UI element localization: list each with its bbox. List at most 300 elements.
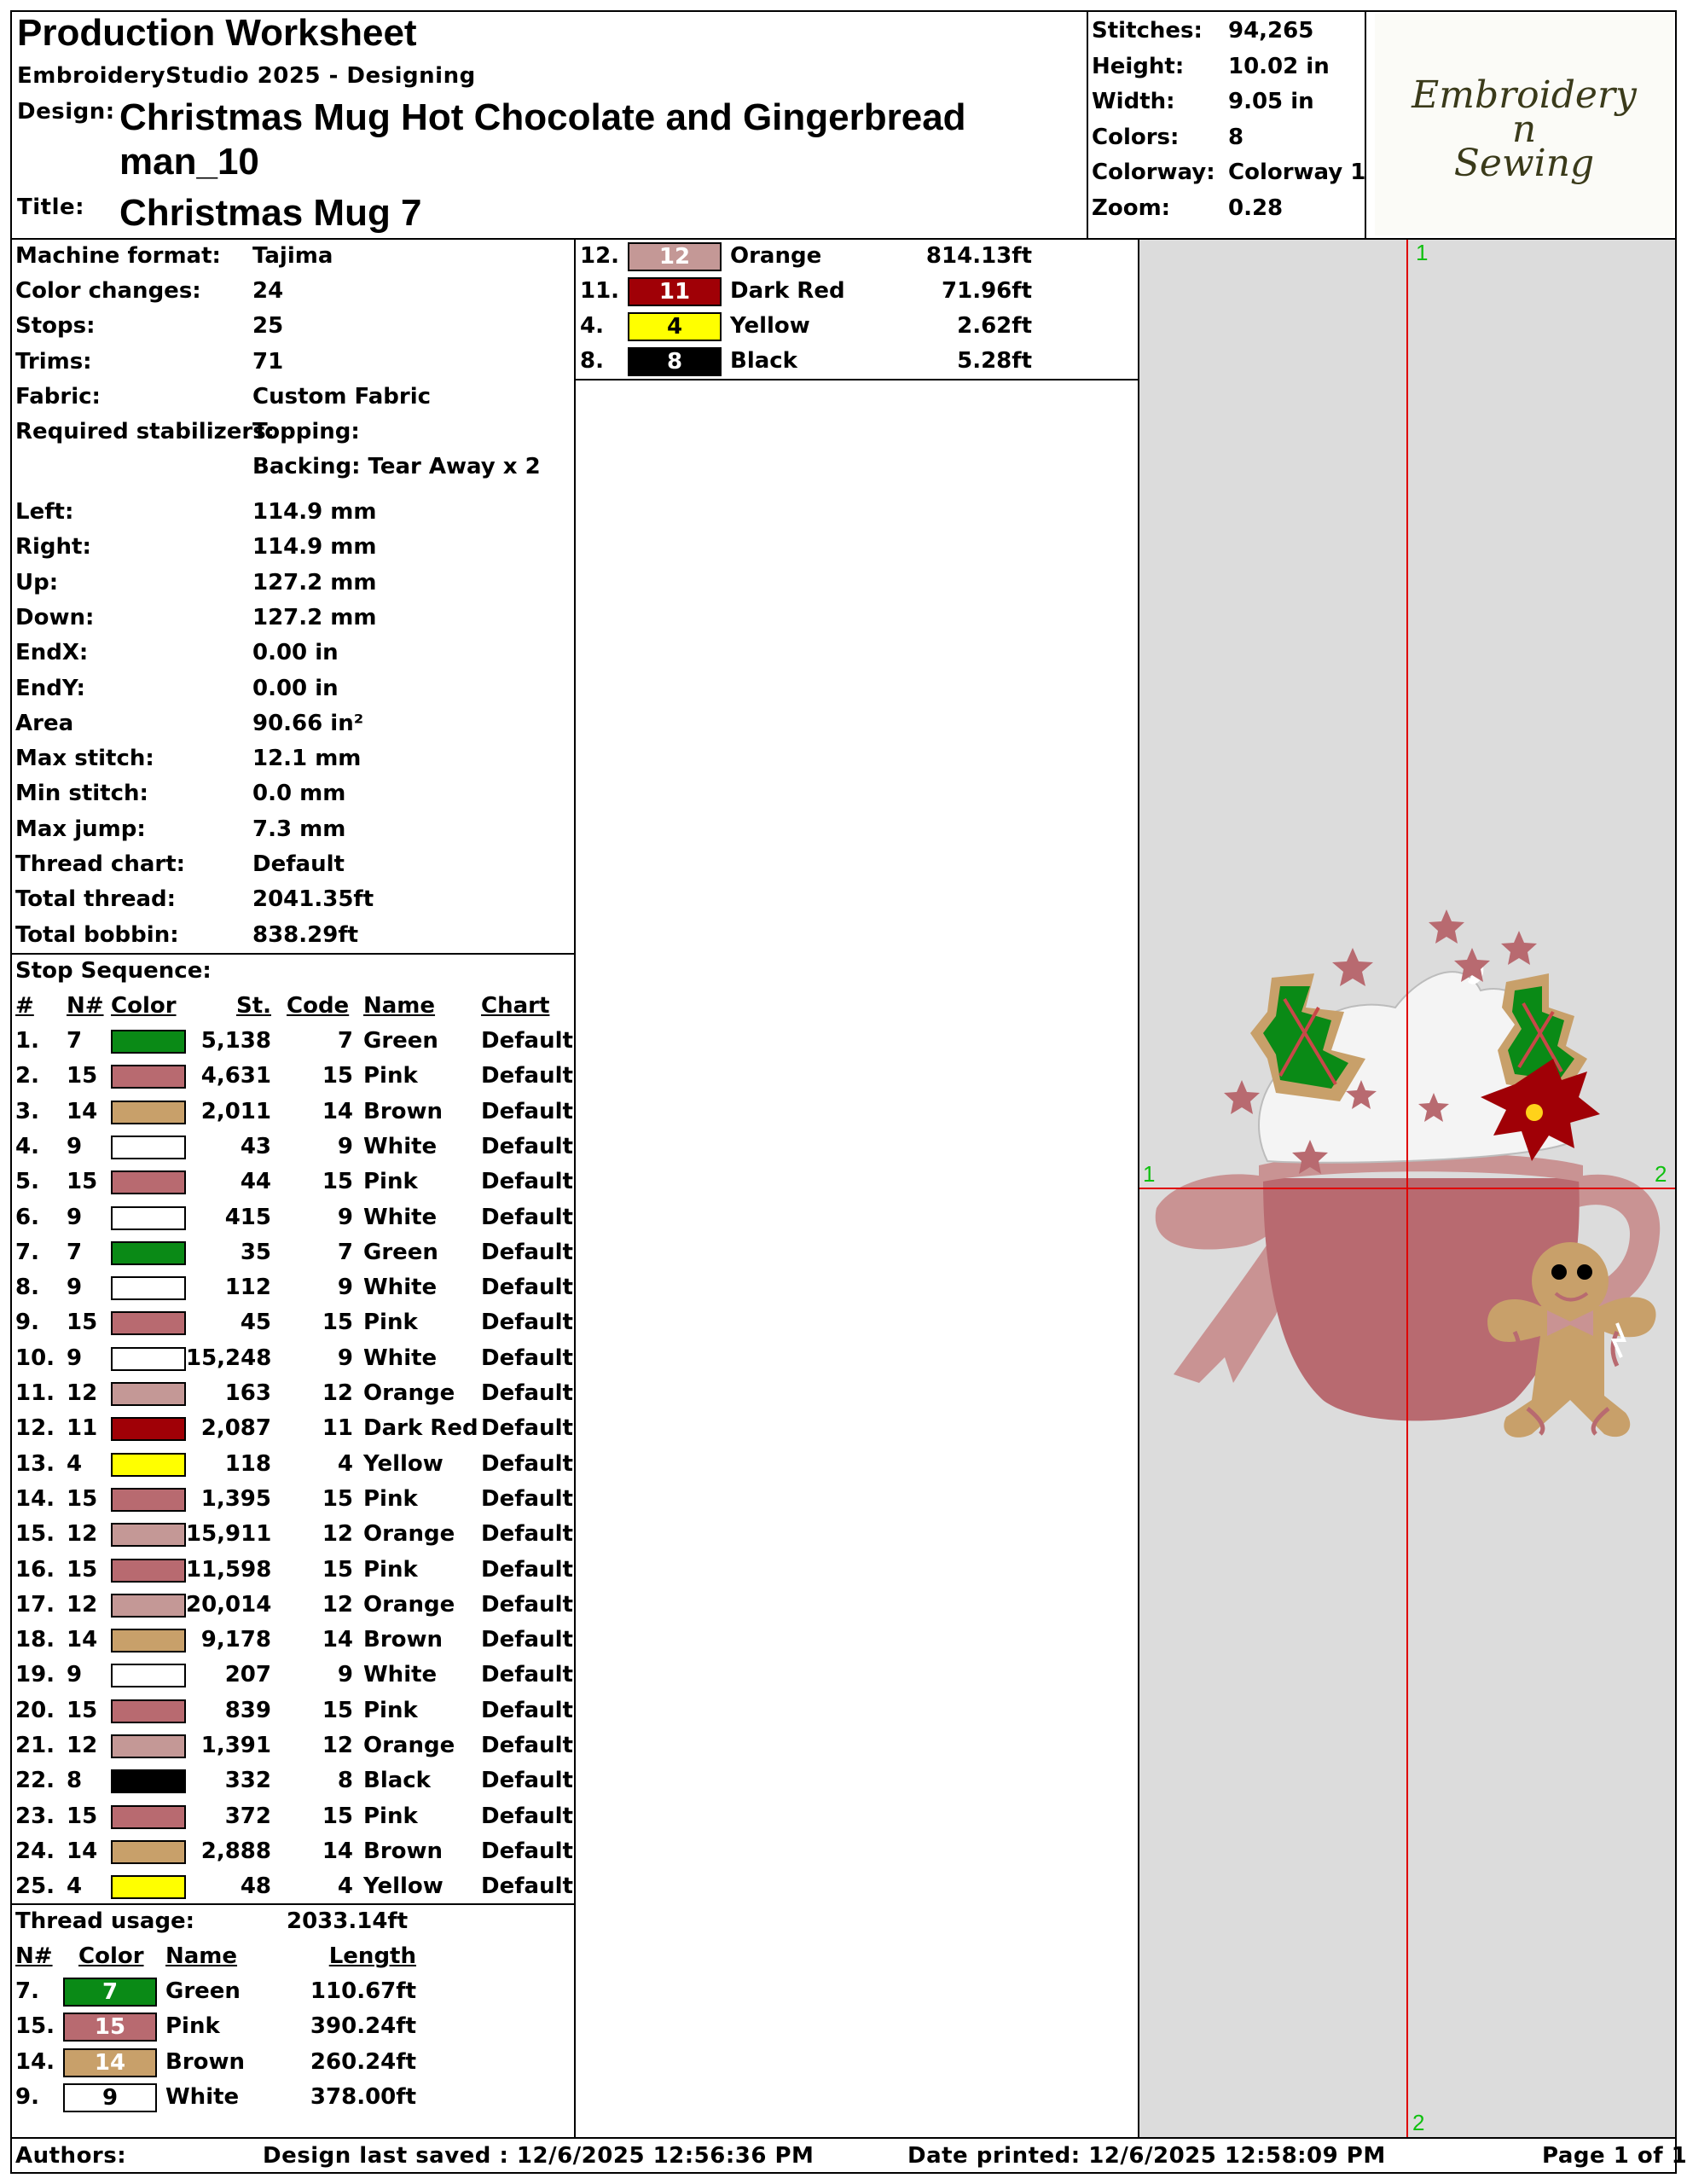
summary-row <box>1092 49 1363 84</box>
stop-needle: 4 <box>67 1450 83 1477</box>
thread-needle: 8. <box>580 348 604 374</box>
dimension-value: 0.0 mm <box>252 781 346 807</box>
summary-value: 8 <box>1228 124 1244 150</box>
stop-number: 22. <box>15 1768 55 1794</box>
header-logo-divider <box>1365 10 1366 238</box>
stop-row <box>15 1024 573 1059</box>
stop-stitches: 20,014 <box>186 1591 272 1618</box>
stop-stitches: 839 <box>224 1697 271 1723</box>
dimension-value: 0.00 in <box>252 640 339 666</box>
design-title: Christmas Mug 7 <box>119 192 422 234</box>
thread-usage-total: 2033.14ft <box>287 1908 409 1934</box>
stop-number: 19. <box>15 1662 55 1688</box>
color-swatch <box>111 1734 186 1758</box>
thread-usage-continued <box>580 239 1134 379</box>
stop-number: 7. <box>15 1239 39 1265</box>
color-swatch <box>111 1101 186 1124</box>
summary-label: Height: <box>1092 53 1185 79</box>
dimension-label: Thread chart: <box>15 851 186 877</box>
thread-swatch: 15 <box>63 2013 157 2042</box>
thread-usage-row <box>15 2080 570 2115</box>
thread-needle: 14. <box>15 2048 55 2075</box>
stop-number: 8. <box>15 1275 39 1301</box>
stop-number: 4. <box>15 1133 39 1159</box>
stop-chart: Default <box>481 1345 573 1371</box>
thread-usage-row <box>15 1974 570 2009</box>
thread-name: Orange <box>730 243 822 269</box>
thread-length: 2.62ft <box>957 313 1032 339</box>
dimension-value: Default <box>252 851 345 877</box>
stop-row <box>15 1095 573 1130</box>
thread-length: 814.13ft <box>925 243 1032 269</box>
machine-value: 71 <box>252 349 284 375</box>
stop-needle: 15 <box>67 1697 98 1723</box>
thread-name: Dark Red <box>730 278 845 304</box>
machine-row <box>15 274 570 309</box>
stop-needle: 7 <box>67 1239 83 1265</box>
color-swatch <box>111 1875 186 1899</box>
stop-chart: Default <box>481 1768 573 1794</box>
stop-stitches: 163 <box>224 1380 271 1406</box>
stop-number: 10. <box>15 1345 55 1371</box>
thread-needle: 15. <box>15 2013 55 2040</box>
col-chart: Chart <box>481 993 550 1019</box>
stop-chart: Default <box>481 1873 573 1900</box>
thread-needle: 12. <box>580 243 620 269</box>
stop-needle: 7 <box>67 1028 83 1054</box>
thread-length: 71.96ft <box>942 278 1032 304</box>
thread-continued-divider <box>574 379 1139 380</box>
thread-length: 110.67ft <box>310 1978 416 2004</box>
stop-needle: 9 <box>67 1204 83 1230</box>
stop-code: 15 <box>322 1697 353 1723</box>
stop-stitches: 112 <box>224 1275 271 1301</box>
footer-last-saved: Design last saved : 12/6/2025 12:56:36 PM <box>263 2143 815 2169</box>
stop-needle: 12 <box>67 1521 98 1548</box>
axis-label-right: 2 <box>1655 1161 1667 1187</box>
thread-name: Black <box>730 348 797 374</box>
stop-stitches: 9,178 <box>200 1627 271 1653</box>
thread-swatch: 4 <box>628 312 722 341</box>
stop-color-name: White <box>363 1204 438 1230</box>
dimension-row <box>15 812 570 847</box>
tu-col-name: Name <box>165 1943 238 1969</box>
stop-row <box>15 1270 573 1305</box>
stop-code: 15 <box>322 1310 353 1336</box>
stop-number: 14. <box>15 1485 55 1512</box>
dimension-value: 7.3 mm <box>252 816 346 842</box>
summary-label: Stitches: <box>1092 18 1203 44</box>
stop-stitches: 15,248 <box>186 1345 272 1371</box>
thread-usage-row <box>580 344 1134 379</box>
stop-color-name: Orange <box>363 1591 455 1618</box>
thread-length: 378.00ft <box>310 2083 416 2110</box>
thread-swatch: 14 <box>63 2048 157 2077</box>
stop-code: 15 <box>322 1803 353 1829</box>
col-color: Color <box>111 993 177 1019</box>
stop-stitches: 2,087 <box>200 1415 271 1442</box>
stop-chart: Default <box>481 1310 573 1336</box>
logo <box>1375 14 1673 235</box>
color-swatch <box>111 1523 186 1547</box>
summary-label: Colorway: <box>1092 160 1215 185</box>
thread-usage-row <box>15 2009 570 2044</box>
thread-length: 390.24ft <box>310 2013 416 2040</box>
stop-code: 4 <box>337 1450 353 1477</box>
stop-color-name: Pink <box>363 1697 418 1723</box>
stop-needle: 15 <box>67 1063 98 1089</box>
dimension-row <box>15 882 570 917</box>
color-swatch <box>111 1170 186 1194</box>
machine-label: Fabric: <box>15 384 101 410</box>
color-swatch <box>111 1417 186 1441</box>
stop-stitches: 372 <box>224 1803 271 1829</box>
stop-row <box>15 1658 573 1693</box>
stop-code: 12 <box>322 1521 353 1548</box>
stop-needle: 9 <box>67 1345 83 1371</box>
stop-color-name: White <box>363 1133 438 1159</box>
stop-code: 12 <box>322 1591 353 1618</box>
summary-row <box>1092 120 1363 155</box>
machine-value: 25 <box>252 313 284 339</box>
logo-line2: n <box>1511 107 1537 151</box>
stop-code: 7 <box>337 1028 353 1054</box>
color-swatch <box>111 1629 186 1653</box>
dimension-value: 90.66 in² <box>252 710 364 736</box>
color-swatch <box>111 1805 186 1829</box>
design-label: Design: <box>17 99 115 125</box>
stop-row <box>15 1623 573 1658</box>
stop-number: 23. <box>15 1803 55 1829</box>
axis-label-left: 1 <box>1143 1161 1156 1187</box>
stop-needle: 9 <box>67 1133 83 1159</box>
footer-date-printed: Date printed: 12/6/2025 12:58:09 PM <box>907 2143 1386 2169</box>
machine-row <box>15 450 570 485</box>
color-swatch <box>111 1594 186 1618</box>
stop-chart: Default <box>481 1838 573 1864</box>
thread-swatch: 12 <box>628 242 722 271</box>
stop-chart: Default <box>481 1239 573 1265</box>
stop-sequence <box>15 954 573 1901</box>
stop-number: 15. <box>15 1521 55 1548</box>
thread-length: 5.28ft <box>957 348 1032 374</box>
dimension-row <box>15 671 570 706</box>
axis-label-top: 1 <box>1416 240 1429 265</box>
stop-sequence-title: Stop Sequence: <box>15 958 212 984</box>
stop-row <box>15 1200 573 1235</box>
summary-value: 0.28 <box>1228 195 1284 221</box>
thread-usage-row <box>15 2045 570 2080</box>
dimension-label: Right: <box>15 534 91 561</box>
dimension-row <box>15 530 570 565</box>
stop-chart: Default <box>481 1204 573 1230</box>
stop-code: 14 <box>322 1627 353 1653</box>
machine-label: Trims: <box>15 349 92 375</box>
stop-needle: 9 <box>67 1275 83 1301</box>
thread-name: Pink <box>165 2013 220 2040</box>
thread-usage-header <box>15 1939 570 1974</box>
summary-value: 94,265 <box>1228 18 1314 44</box>
stop-code: 9 <box>337 1133 353 1159</box>
design-name: Christmas Mug Hot Chocolate and Gingerbread man_10 <box>119 96 966 183</box>
stop-row <box>15 1482 573 1517</box>
col-n: N# <box>67 993 104 1019</box>
stop-stitches: 1,391 <box>200 1733 271 1758</box>
summary-row <box>1092 14 1363 49</box>
stop-row <box>15 1728 573 1763</box>
machine-row <box>15 415 570 450</box>
stop-row <box>15 1376 573 1411</box>
stop-chart: Default <box>481 1028 573 1054</box>
stop-number: 18. <box>15 1627 55 1653</box>
thread-usage-row <box>580 274 1134 309</box>
machine-row <box>15 239 570 274</box>
stop-number: 17. <box>15 1591 55 1618</box>
stop-code: 14 <box>322 1838 353 1864</box>
color-swatch <box>111 1453 186 1477</box>
stop-row <box>15 1869 573 1904</box>
color-swatch <box>111 1065 186 1089</box>
color-swatch <box>111 1488 186 1512</box>
stop-row <box>15 1411 573 1446</box>
stop-stitches: 48 <box>240 1873 271 1900</box>
stop-needle: 14 <box>67 1838 98 1864</box>
stop-code: 14 <box>322 1098 353 1124</box>
stop-row <box>15 1447 573 1482</box>
logo-line3: Sewing <box>1453 142 1595 185</box>
machine-row <box>15 380 570 415</box>
stop-number: 25. <box>15 1873 55 1900</box>
machine-value: Backing: Tear Away x 2 <box>252 454 541 479</box>
stop-color-name: Orange <box>363 1380 455 1406</box>
stop-number: 12. <box>15 1415 55 1442</box>
stop-color-name: White <box>363 1662 438 1688</box>
thread-swatch: 7 <box>63 1978 157 2007</box>
stop-code: 9 <box>337 1345 353 1371</box>
thread-name: Green <box>165 1978 241 2004</box>
summary-label: Colors: <box>1092 124 1180 150</box>
dimension-value: 838.29ft <box>252 921 359 948</box>
stop-chart: Default <box>481 1415 573 1442</box>
stop-code: 12 <box>322 1733 353 1758</box>
dimension-row <box>15 566 570 601</box>
thread-name: Brown <box>165 2048 246 2075</box>
summary-label: Zoom: <box>1092 195 1171 221</box>
stop-row <box>15 1305 573 1340</box>
color-swatch <box>111 1276 186 1300</box>
machine-value: Custom Fabric <box>252 384 432 410</box>
thread-usage-row <box>580 309 1134 344</box>
color-swatch <box>111 1840 186 1864</box>
stop-row <box>15 1235 573 1270</box>
stop-needle: 14 <box>67 1098 98 1124</box>
footer-page: Page 1 of 1 <box>1542 2143 1687 2169</box>
machine-label: Stops: <box>15 313 96 339</box>
stop-code: 8 <box>337 1768 353 1794</box>
stop-color-name: Dark Red <box>363 1415 478 1442</box>
dimension-row <box>15 636 570 671</box>
thread-swatch: 9 <box>63 2083 157 2112</box>
thread-needle: 7. <box>15 1978 39 2004</box>
stop-needle: 12 <box>67 1591 98 1618</box>
stop-chart: Default <box>481 1733 573 1758</box>
stop-needle: 15 <box>67 1169 98 1195</box>
stop-code: 9 <box>337 1662 353 1688</box>
stop-row <box>15 1517 573 1552</box>
color-swatch <box>111 1030 186 1054</box>
stop-needle: 11 <box>67 1415 98 1442</box>
footer-authors: Authors: <box>15 2143 127 2169</box>
stop-color-name: Orange <box>363 1733 455 1758</box>
stop-number: 3. <box>15 1098 39 1124</box>
stop-row <box>15 1693 573 1728</box>
stop-stitches: 332 <box>224 1768 271 1794</box>
summary-label: Width: <box>1092 89 1175 114</box>
thread-swatch: 11 <box>628 277 722 306</box>
stop-chart: Default <box>481 1450 573 1477</box>
stop-stitches: 2,011 <box>200 1098 271 1124</box>
logo-line1: Embroidery <box>1412 73 1637 117</box>
dimension-label: Total bobbin: <box>15 921 179 948</box>
machine-value: Tajima <box>252 243 333 269</box>
stop-row <box>15 1165 573 1199</box>
color-swatch <box>111 1664 186 1687</box>
stop-number: 13. <box>15 1450 55 1477</box>
thread-needle: 11. <box>580 278 620 304</box>
stop-chart: Default <box>481 1591 573 1618</box>
thread-needle: 4. <box>580 313 604 339</box>
stop-color-name: Pink <box>363 1063 418 1089</box>
dimension-row <box>15 495 570 530</box>
stop-chart: Default <box>481 1521 573 1548</box>
summary-row <box>1092 155 1366 190</box>
col-st: St. <box>235 993 271 1019</box>
stop-number: 16. <box>15 1556 55 1583</box>
thread-name: White <box>165 2083 240 2110</box>
summary-row <box>1092 191 1363 226</box>
machine-value: 24 <box>252 278 284 304</box>
stop-stitches: 5,138 <box>200 1028 271 1054</box>
color-swatch <box>111 1311 186 1335</box>
stop-code: 11 <box>322 1415 353 1442</box>
stop-number: 6. <box>15 1204 39 1230</box>
stop-number: 5. <box>15 1169 39 1195</box>
stop-number: 2. <box>15 1063 39 1089</box>
stop-color-name: Pink <box>363 1556 418 1583</box>
dimension-row <box>15 918 570 953</box>
stop-stitches: 45 <box>240 1310 271 1336</box>
thread-name: Yellow <box>730 313 810 339</box>
left-column-divider <box>574 238 576 2138</box>
stop-row <box>15 1553 573 1588</box>
color-swatch <box>111 1382 186 1406</box>
stop-color-name: Brown <box>363 1627 443 1653</box>
color-swatch <box>111 1769 186 1793</box>
color-swatch <box>111 1206 186 1230</box>
header-summary-divider <box>1087 10 1088 238</box>
stop-color-name: Pink <box>363 1485 418 1512</box>
stop-chart: Default <box>481 1556 573 1583</box>
footer-divider <box>10 2137 1677 2139</box>
stop-needle: 15 <box>67 1485 98 1512</box>
axis-label-bottom: 2 <box>1412 2110 1425 2135</box>
stop-chart: Default <box>481 1275 573 1301</box>
design-preview <box>1139 240 1675 2137</box>
stop-stitches: 11,598 <box>186 1556 272 1583</box>
stop-row <box>15 1763 573 1798</box>
stop-number: 11. <box>15 1380 55 1406</box>
thread-usage-title: Thread usage: <box>15 1908 195 1934</box>
thread-needle: 9. <box>15 2083 39 2110</box>
stop-code: 7 <box>337 1239 353 1265</box>
machine-value: Topping: <box>252 419 360 444</box>
summary-block <box>1092 10 1366 236</box>
color-swatch <box>111 1136 186 1159</box>
stop-chart: Default <box>481 1133 573 1159</box>
stop-row <box>15 1834 573 1869</box>
stop-needle: 8 <box>67 1768 83 1794</box>
stop-number: 9. <box>15 1310 39 1336</box>
stop-chart: Default <box>481 1063 573 1089</box>
col-code: Code <box>287 993 350 1019</box>
stop-color-name: Green <box>363 1239 438 1265</box>
dimension-label: Max jump: <box>15 816 146 842</box>
stop-stitches: 15,911 <box>186 1521 272 1548</box>
dimension-row <box>15 601 570 636</box>
thread-length: 260.24ft <box>310 2048 416 2075</box>
stop-number: 20. <box>15 1697 55 1723</box>
stop-color-name: Pink <box>363 1169 418 1195</box>
thread-usage-row <box>580 239 1134 274</box>
stop-code: 15 <box>322 1063 353 1089</box>
machine-row <box>15 309 570 344</box>
stop-row <box>15 1130 573 1165</box>
summary-row <box>1092 84 1363 119</box>
stop-stitches: 118 <box>224 1450 271 1477</box>
stop-needle: 4 <box>67 1873 83 1900</box>
stop-stitches: 35 <box>240 1239 271 1265</box>
summary-value: 10.02 in <box>1228 53 1330 79</box>
stop-needle: 15 <box>67 1803 98 1829</box>
stop-color-name: White <box>363 1275 438 1301</box>
dimension-label: Up: <box>15 569 59 595</box>
stop-chart: Default <box>481 1627 573 1653</box>
stop-needle: 15 <box>67 1556 98 1583</box>
software-name: EmbroideryStudio 2025 - Designing <box>17 63 476 89</box>
stop-color-name: Yellow <box>363 1450 443 1477</box>
dimension-value: 127.2 mm <box>252 569 377 595</box>
machine-label: Color changes: <box>15 278 201 304</box>
stop-code: 12 <box>322 1380 353 1406</box>
mug-body <box>1263 1178 1580 1420</box>
stop-stitches: 2,888 <box>200 1838 271 1864</box>
tu-col-length: Length <box>328 1943 416 1969</box>
dimension-label: Min stitch: <box>15 781 148 807</box>
dimension-row <box>15 706 570 741</box>
stop-color-name: Yellow <box>363 1873 443 1900</box>
stop-color-name: Black <box>363 1768 431 1794</box>
summary-value: Colorway 1 <box>1228 160 1366 185</box>
stop-stitches: 4,631 <box>200 1063 271 1089</box>
dimension-row <box>15 776 570 811</box>
tu-col-color: Color <box>78 1943 144 1969</box>
stop-chart: Default <box>481 1803 573 1829</box>
dimension-label: EndY: <box>15 675 85 701</box>
stop-stitches: 43 <box>240 1133 271 1159</box>
stop-stitches: 44 <box>240 1169 271 1195</box>
stop-needle: 9 <box>67 1662 83 1688</box>
color-swatch <box>111 1241 186 1265</box>
